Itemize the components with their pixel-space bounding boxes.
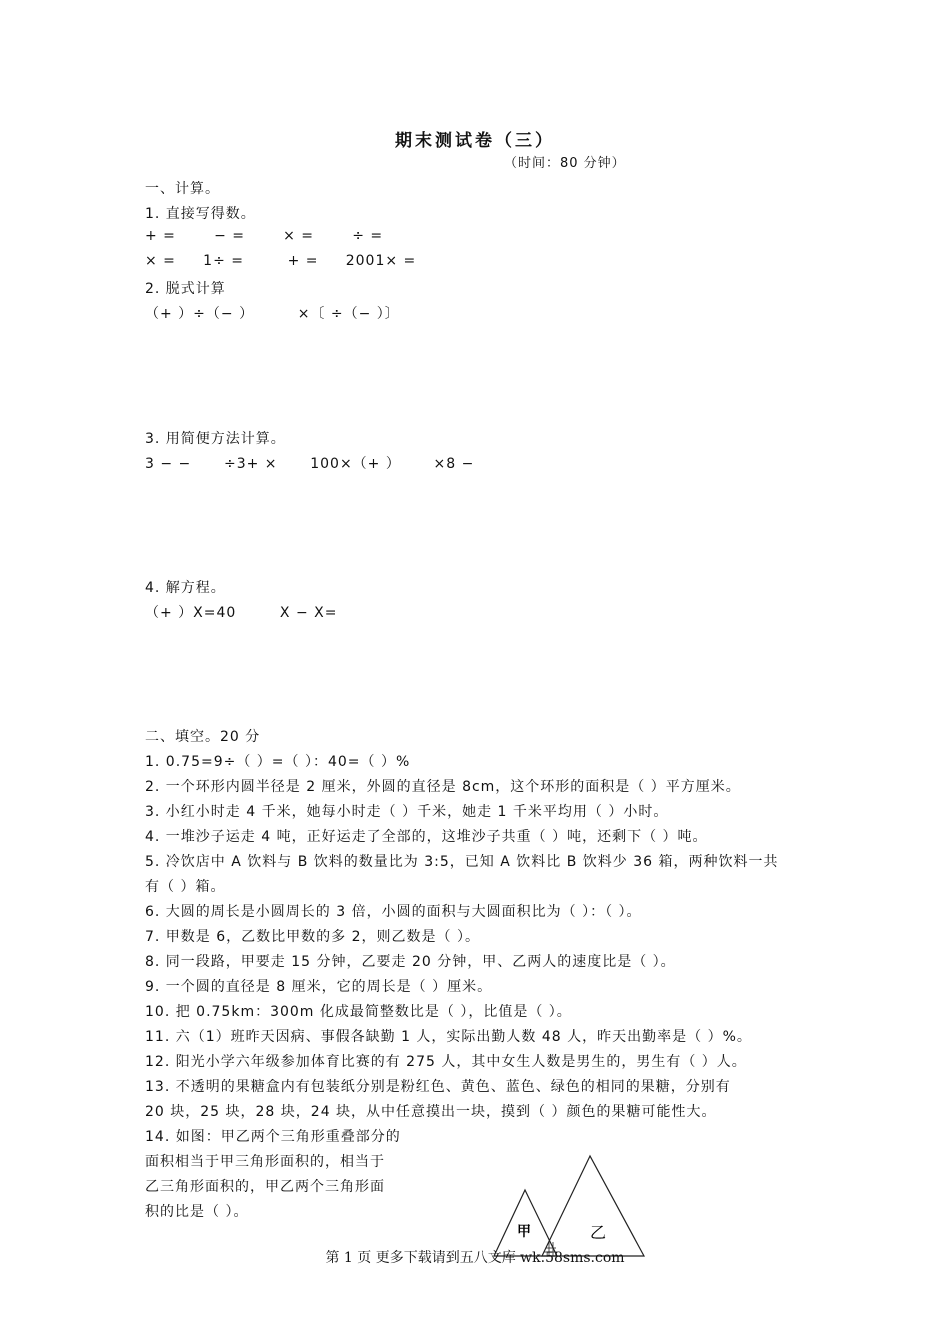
fill-item: 10. 把 0.75km：300m 化成最简整数比是（ ），比值是（ ）。: [145, 1004, 572, 1020]
page-title: 期末测试卷（三）: [395, 131, 555, 151]
fill-item: 8. 同一段路，甲要走 15 分钟，乙要走 20 分钟，甲、乙两人的速度比是（ ）。: [145, 954, 676, 970]
fill-item: 6. 大圆的周长是小圆周长的 3 倍，小圆的面积与大圆面积比为（ ）：（ ）。: [145, 904, 642, 920]
q4-heading: 4. 解方程。: [145, 580, 226, 596]
q2-heading: 2. 脱式计算: [145, 281, 226, 297]
fill-item: 积的比是（ ）。: [145, 1204, 249, 1220]
fill-item: 13. 不透明的果糖盒内有包装纸分别是粉红色、黄色、蓝色、绿色的相同的果糖，分别有: [145, 1079, 731, 1095]
fill-item: 11. 六（1）班昨天因病、事假各缺勤 1 人，实际出勤人数 48 人，昨天出勤率是（ ）%。: [145, 1029, 752, 1045]
q1-line1: + = − = × = ÷ =: [145, 228, 384, 244]
q3-heading: 3. 用简便方法计算。: [145, 431, 286, 447]
fill-item: 乙三角形面积的，甲乙两个三角形面: [145, 1179, 385, 1195]
fill-item: 有（ ）箱。: [145, 879, 226, 895]
page-footer: 第 1 页 更多下载请到五八文库 wk.58sms.com: [325, 1250, 625, 1266]
q3-line1: 3 − − ÷3+ × 100×（+ ） ×8 −: [145, 456, 475, 472]
section1-heading: 一、计算。: [145, 181, 220, 197]
fill-item: 1. 0.75=9÷（ ）=（ ）：40=（ ）%: [145, 754, 411, 770]
fill-item: 3. 小红小时走 4 千米，她每小时走（ ）千米，她走 1 千米平均用（ ）小时。: [145, 804, 669, 820]
label-b: 乙: [590, 1223, 607, 1242]
fill-item: 7. 甲数是 6，乙数比甲数的多 2，则乙数是（ ）。: [145, 929, 480, 945]
q4-line1: （+ ）X=40 X − X=: [145, 605, 338, 621]
section2-heading: 二、填空。20 分: [145, 729, 261, 745]
time-limit: （时间：80 分钟）: [504, 156, 626, 171]
fill-item: 面积相当于甲三角形面积的，相当于: [145, 1154, 385, 1170]
q2-line1: （+ ）÷（− ） ×〔 ÷（− ）〕: [145, 306, 400, 322]
fill-item: 5. 冷饮店中 A 饮料与 B 饮料的数量比为 3:5，已知 A 饮料比 B 饮料少 36 箱，两种饮料一共: [145, 854, 779, 870]
fill-item: 20 块，25 块，28 块，24 块，从中任意摸出一块，摸到（ ）颜色的果糖可能性大。: [145, 1104, 717, 1120]
fill-item: 4. 一堆沙子运走 4 吨，正好运走了全部的，这堆沙子共重（ ）吨，还剩下（ ）吨。: [145, 829, 708, 845]
q1-heading: 1. 直接写得数。: [145, 206, 256, 222]
fill-item: 2. 一个环形内圆半径是 2 厘米，外圆的直径是 8cm，这个环形的面积是（ ）平方厘米。: [145, 779, 741, 795]
fill-item: 9. 一个圆的直径是 8 厘米，它的周长是（ ）厘米。: [145, 979, 493, 995]
label-a: 甲: [517, 1224, 531, 1240]
fill-item: 12. 阳光小学六年级参加体育比赛的有 275 人，其中女生人数是男生的，男生有（ ）人。: [145, 1054, 747, 1070]
fill-item: 14. 如图：甲乙两个三角形重叠部分的: [145, 1129, 401, 1145]
q1-line2: × = 1÷ = + = 2001× =: [145, 253, 417, 269]
triangles-figure: [470, 1150, 655, 1260]
